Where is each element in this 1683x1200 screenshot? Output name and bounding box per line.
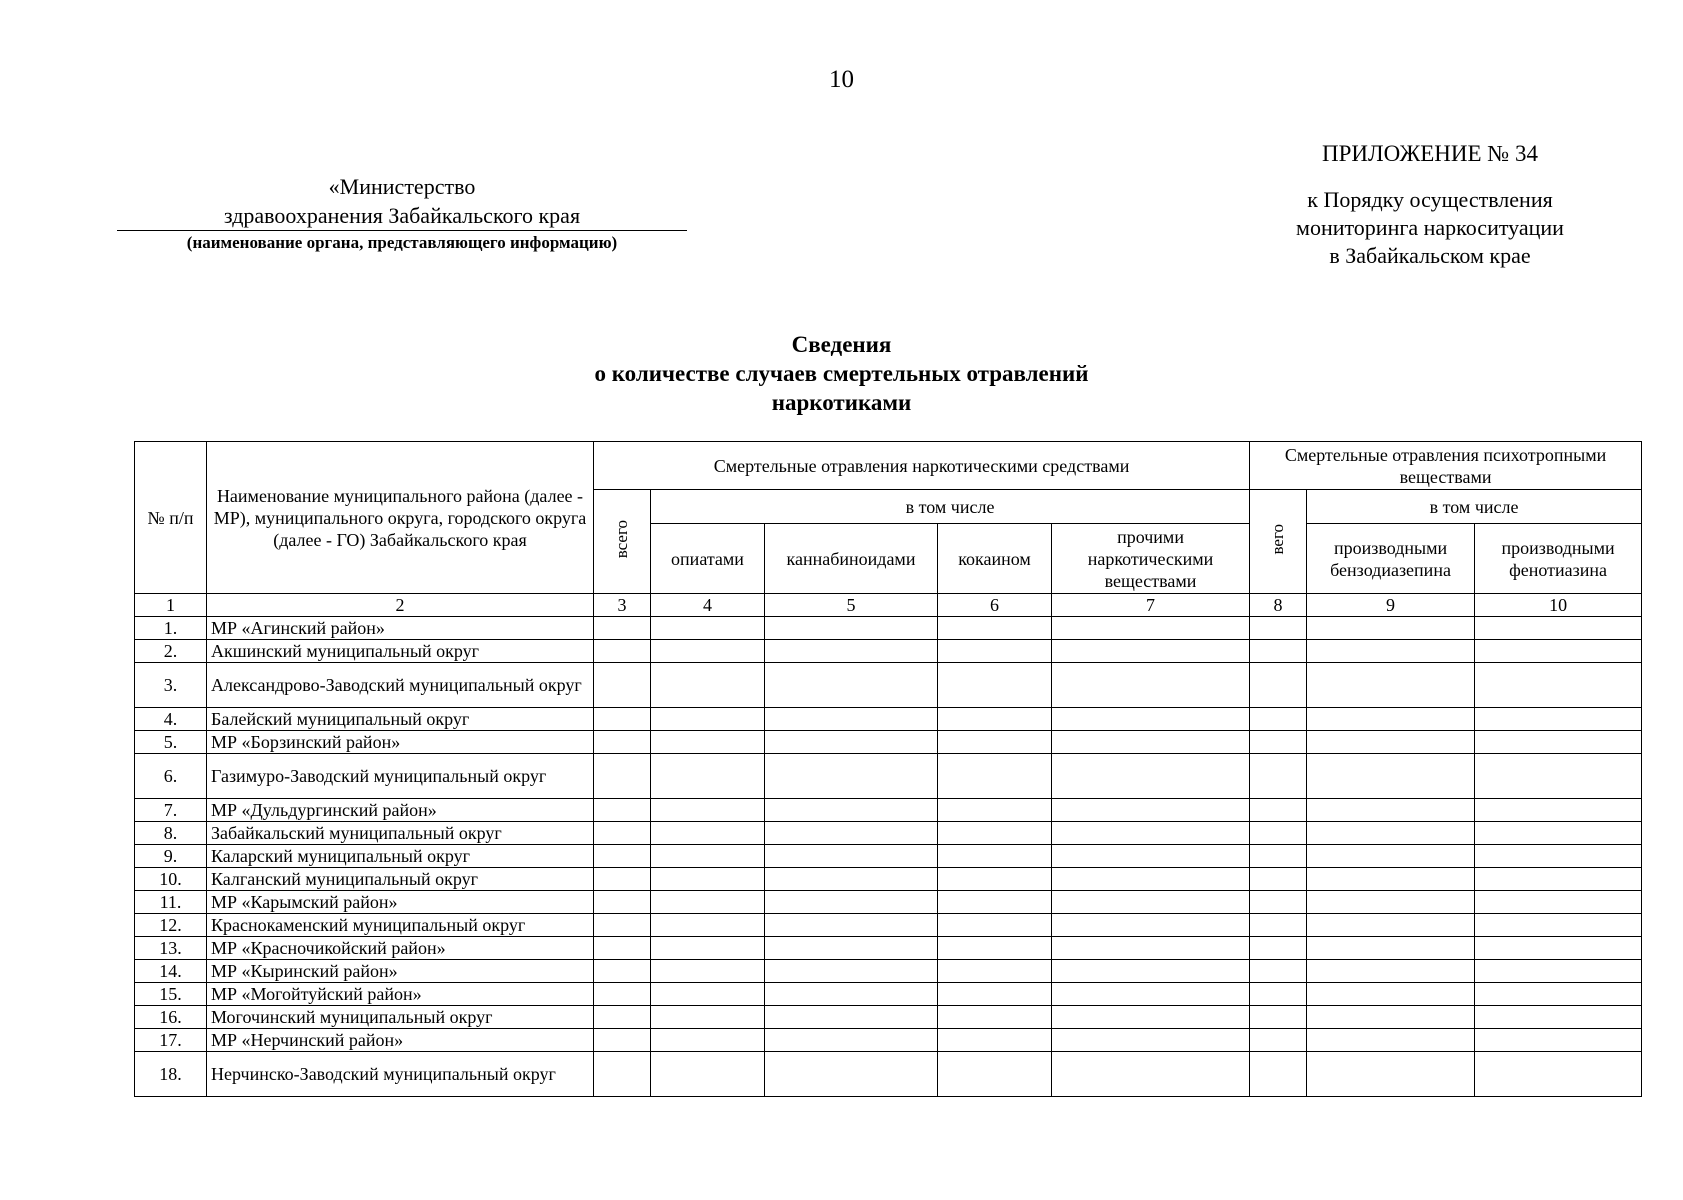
value-cell[interactable] [765,891,938,914]
value-cell[interactable] [651,799,765,822]
value-cell[interactable] [1052,640,1250,663]
value-cell[interactable] [651,708,765,731]
value-cell[interactable] [765,937,938,960]
value-cell[interactable] [938,617,1052,640]
value-cell[interactable] [651,754,765,799]
value-cell[interactable] [1307,845,1475,868]
value-cell[interactable] [765,799,938,822]
row-name: МР «Кыринский район» [207,960,594,983]
row-number: 12. [135,914,207,937]
header-phenothiazine: производными фенотиазина [1475,524,1642,594]
header-including-narcotic: в том числе [651,490,1250,524]
value-cell[interactable] [765,822,938,845]
row-number: 17. [135,1029,207,1052]
value-cell[interactable] [1052,937,1250,960]
value-cell[interactable] [938,845,1052,868]
column-number: 9 [1307,594,1475,617]
value-cell[interactable] [1475,799,1642,822]
value-cell[interactable] [1475,1029,1642,1052]
column-number: 4 [651,594,765,617]
row-name: Краснокаменский муниципальный округ [207,914,594,937]
value-cell[interactable] [651,663,765,708]
table-row [135,640,1642,663]
value-cell[interactable] [765,1006,938,1029]
row-name: МР «Дульдургинский район» [207,799,594,822]
row-number: 4. [135,708,207,731]
row-number: 15. [135,983,207,1006]
value-cell[interactable] [938,731,1052,754]
value-cell[interactable] [765,754,938,799]
document-title [0,330,1683,417]
row-name: Балейский муниципальный округ [207,708,594,731]
row-number: 8. [135,822,207,845]
value-cell[interactable] [1475,914,1642,937]
value-cell[interactable] [1307,754,1475,799]
value-cell[interactable] [651,1029,765,1052]
value-cell[interactable] [1052,754,1250,799]
value-cell[interactable] [1250,845,1307,868]
table-row [135,845,1642,868]
row-name: Могочинский муниципальный округ [207,1006,594,1029]
value-cell[interactable] [1250,754,1307,799]
header-cannabinoids: каннабиноидами [765,524,938,594]
value-cell[interactable] [938,891,1052,914]
value-cell[interactable] [1307,983,1475,1006]
row-name: МР «Карымский район» [207,891,594,914]
value-cell[interactable] [1475,937,1642,960]
value-cell[interactable] [1052,1006,1250,1029]
row-name: МР «Борзинский район» [207,731,594,754]
appendix-title: ПРИЛОЖЕНИЕ № 34 [1321,141,1539,166]
value-cell[interactable] [1250,822,1307,845]
organization-line-1: «Министерство [328,174,476,199]
table-row [135,708,1642,731]
value-cell[interactable] [1250,617,1307,640]
value-cell[interactable] [1475,822,1642,845]
value-cell[interactable] [1475,640,1642,663]
value-cell[interactable] [765,617,938,640]
value-cell[interactable] [1307,937,1475,960]
header-total-narcotic-label: всего [612,519,631,559]
value-cell[interactable] [1250,983,1307,1006]
value-cell[interactable] [938,1029,1052,1052]
row-number: 9. [135,845,207,868]
value-cell[interactable] [651,868,765,891]
row-name: Газимуро-Заводский муниципальный округ [207,754,594,799]
value-cell[interactable] [938,914,1052,937]
row-name: Калганский муниципальный округ [207,868,594,891]
value-cell[interactable] [1250,663,1307,708]
header-other-narcotics: прочими наркотическими веществами [1052,524,1250,594]
value-cell[interactable] [651,1052,765,1097]
value-cell[interactable] [651,617,765,640]
value-cell[interactable] [1250,731,1307,754]
header-opiates: опиатами [651,524,765,594]
value-cell[interactable] [1307,868,1475,891]
value-cell[interactable] [1307,799,1475,822]
value-cell[interactable] [1475,960,1642,983]
row-name: Забайкальский муниципальный округ [207,822,594,845]
value-cell[interactable] [1250,891,1307,914]
value-cell[interactable] [1250,937,1307,960]
organization-caption: (наименование органа, представляющего информацию) [186,233,618,252]
header-cocaine: кокаином [938,524,1052,594]
value-cell[interactable] [1052,983,1250,1006]
value-cell[interactable] [1475,708,1642,731]
value-cell[interactable] [1052,891,1250,914]
table-row [135,937,1642,960]
value-cell[interactable] [594,663,651,708]
row-number: 16. [135,1006,207,1029]
value-cell[interactable] [765,960,938,983]
table-row [135,1052,1642,1097]
organization-line-2: здравоохранения Забайкальского края [117,201,687,231]
value-cell[interactable] [594,937,651,960]
column-number: 5 [765,594,938,617]
column-number: 6 [938,594,1052,617]
value-cell[interactable] [1250,640,1307,663]
value-cell[interactable] [651,891,765,914]
value-cell[interactable] [1307,822,1475,845]
header-including-psychotropic: в том числе [1307,490,1642,524]
appendix-line-1: к Порядку осуществления [1307,187,1553,212]
appendix-block [1230,140,1630,270]
row-name: МР «Агинский район» [207,617,594,640]
value-cell[interactable] [651,845,765,868]
value-cell[interactable] [1475,731,1642,754]
value-cell[interactable] [1475,868,1642,891]
column-number: 7 [1052,594,1250,617]
value-cell[interactable] [651,960,765,983]
table-row [135,663,1642,708]
document-title-line-3: наркотиками [771,390,912,415]
value-cell[interactable] [938,708,1052,731]
row-number: 14. [135,960,207,983]
poisoning-table [134,441,1642,1097]
value-cell[interactable] [938,1006,1052,1029]
value-cell[interactable] [651,1006,765,1029]
value-cell[interactable] [594,799,651,822]
value-cell[interactable] [938,822,1052,845]
column-number-row [135,594,1642,617]
row-number: 5. [135,731,207,754]
table-row [135,914,1642,937]
value-cell[interactable] [938,937,1052,960]
value-cell[interactable] [1307,617,1475,640]
value-cell[interactable] [594,914,651,937]
table-body [135,617,1642,1097]
table-row [135,617,1642,640]
value-cell[interactable] [1250,799,1307,822]
value-cell[interactable] [594,868,651,891]
row-name: Акшинский муниципальный округ [207,640,594,663]
row-number: 2. [135,640,207,663]
table-row [135,1006,1642,1029]
value-cell[interactable] [1250,1052,1307,1097]
value-cell[interactable] [765,640,938,663]
row-number: 11. [135,891,207,914]
value-cell[interactable] [1250,1006,1307,1029]
column-number: 2 [207,594,594,617]
column-number: 1 [135,594,207,617]
document-title-line-1: Сведения [791,332,892,357]
row-number: 7. [135,799,207,822]
value-cell[interactable] [1307,1052,1475,1097]
value-cell[interactable] [1052,799,1250,822]
value-cell[interactable] [594,983,651,1006]
value-cell[interactable] [938,1052,1052,1097]
column-number: 8 [1250,594,1307,617]
value-cell[interactable] [1307,731,1475,754]
value-cell[interactable] [938,663,1052,708]
value-cell[interactable] [1250,914,1307,937]
value-cell[interactable] [1307,891,1475,914]
value-cell[interactable] [594,845,651,868]
value-cell[interactable] [594,960,651,983]
value-cell[interactable] [651,983,765,1006]
value-cell[interactable] [765,914,938,937]
appendix-line-2: мониторинга наркоситуации [1296,215,1564,240]
value-cell[interactable] [594,1006,651,1029]
header-psychotropic-poisonings: Смертельные отравления психотропными веществами [1250,442,1642,490]
table-row [135,960,1642,983]
header-total-narcotic [594,490,651,594]
value-cell[interactable] [594,640,651,663]
row-name: МР «Могойтуйский район» [207,983,594,1006]
row-number: 18. [135,1052,207,1097]
organization-block [117,172,687,254]
value-cell[interactable] [1475,891,1642,914]
row-name: Каларский муниципальный округ [207,845,594,868]
table-row [135,1029,1642,1052]
value-cell[interactable] [765,708,938,731]
row-number: 13. [135,937,207,960]
value-cell[interactable] [1052,914,1250,937]
value-cell[interactable] [651,640,765,663]
value-cell[interactable] [1052,845,1250,868]
value-cell[interactable] [938,868,1052,891]
value-cell[interactable] [1052,1029,1250,1052]
value-cell[interactable] [1475,845,1642,868]
header-narcotic-poisonings: Смертельные отравления наркотическими средствами [594,442,1250,490]
appendix-line-3: в Забайкальском крае [1329,243,1531,268]
value-cell[interactable] [1052,731,1250,754]
value-cell[interactable] [765,983,938,1006]
value-cell[interactable] [651,937,765,960]
table-row [135,891,1642,914]
value-cell[interactable] [765,845,938,868]
value-cell[interactable] [1307,708,1475,731]
value-cell[interactable] [594,754,651,799]
table-row [135,731,1642,754]
row-number: 10. [135,868,207,891]
value-cell[interactable] [1475,1052,1642,1097]
row-name: МР «Нерчинский район» [207,1029,594,1052]
value-cell[interactable] [1052,822,1250,845]
value-cell[interactable] [1307,960,1475,983]
value-cell[interactable] [1475,1006,1642,1029]
value-cell[interactable] [1052,868,1250,891]
row-name: МР «Красночикойский район» [207,937,594,960]
value-cell[interactable] [1307,914,1475,937]
value-cell[interactable] [765,731,938,754]
value-cell[interactable] [1250,868,1307,891]
header-total-psychotropic [1250,490,1307,594]
row-number: 3. [135,663,207,708]
value-cell[interactable] [651,822,765,845]
value-cell[interactable] [1250,1029,1307,1052]
value-cell[interactable] [1052,960,1250,983]
table-row [135,754,1642,799]
table-row [135,799,1642,822]
value-cell[interactable] [938,754,1052,799]
value-cell[interactable] [594,822,651,845]
value-cell[interactable] [938,983,1052,1006]
table-row [135,983,1642,1006]
value-cell[interactable] [594,1029,651,1052]
header-number: № п/п [135,442,207,594]
value-cell[interactable] [1052,663,1250,708]
row-number: 1. [135,617,207,640]
value-cell[interactable] [765,663,938,708]
value-cell[interactable] [1475,754,1642,799]
value-cell[interactable] [594,1052,651,1097]
value-cell[interactable] [1307,1029,1475,1052]
value-cell[interactable] [1307,640,1475,663]
column-number: 10 [1475,594,1642,617]
value-cell[interactable] [765,868,938,891]
value-cell[interactable] [594,731,651,754]
value-cell[interactable] [1052,708,1250,731]
value-cell[interactable] [1250,960,1307,983]
header-name: Наименование муниципального района (далее - МР), муниципального округа, городского округа (далее - ГО) Забайкальского края [207,442,594,594]
value-cell[interactable] [765,1052,938,1097]
row-number: 6. [135,754,207,799]
value-cell[interactable] [1475,983,1642,1006]
value-cell[interactable] [765,1029,938,1052]
value-cell[interactable] [1250,708,1307,731]
column-number: 3 [594,594,651,617]
value-cell[interactable] [1475,663,1642,708]
value-cell[interactable] [651,731,765,754]
table-row [135,868,1642,891]
row-name: Нерчинско-Заводский муниципальный округ [207,1052,594,1097]
header-benzodiazepine: производными бензодиазепина [1307,524,1475,594]
value-cell[interactable] [1475,617,1642,640]
value-cell[interactable] [938,640,1052,663]
table-row [135,822,1642,845]
header-total-psychotropic-label: вего [1268,523,1288,555]
value-cell[interactable] [651,914,765,937]
value-cell[interactable] [594,708,651,731]
page-number: 10 [829,66,854,93]
value-cell[interactable] [1052,617,1250,640]
value-cell[interactable] [1307,1006,1475,1029]
value-cell[interactable] [938,960,1052,983]
document-title-line-2: о количестве случаев смертельных отравлений [594,361,1089,386]
value-cell[interactable] [594,891,651,914]
value-cell[interactable] [594,617,651,640]
value-cell[interactable] [1307,663,1475,708]
value-cell[interactable] [1052,1052,1250,1097]
value-cell[interactable] [938,799,1052,822]
row-name: Александрово-Заводский муниципальный округ [207,663,594,708]
